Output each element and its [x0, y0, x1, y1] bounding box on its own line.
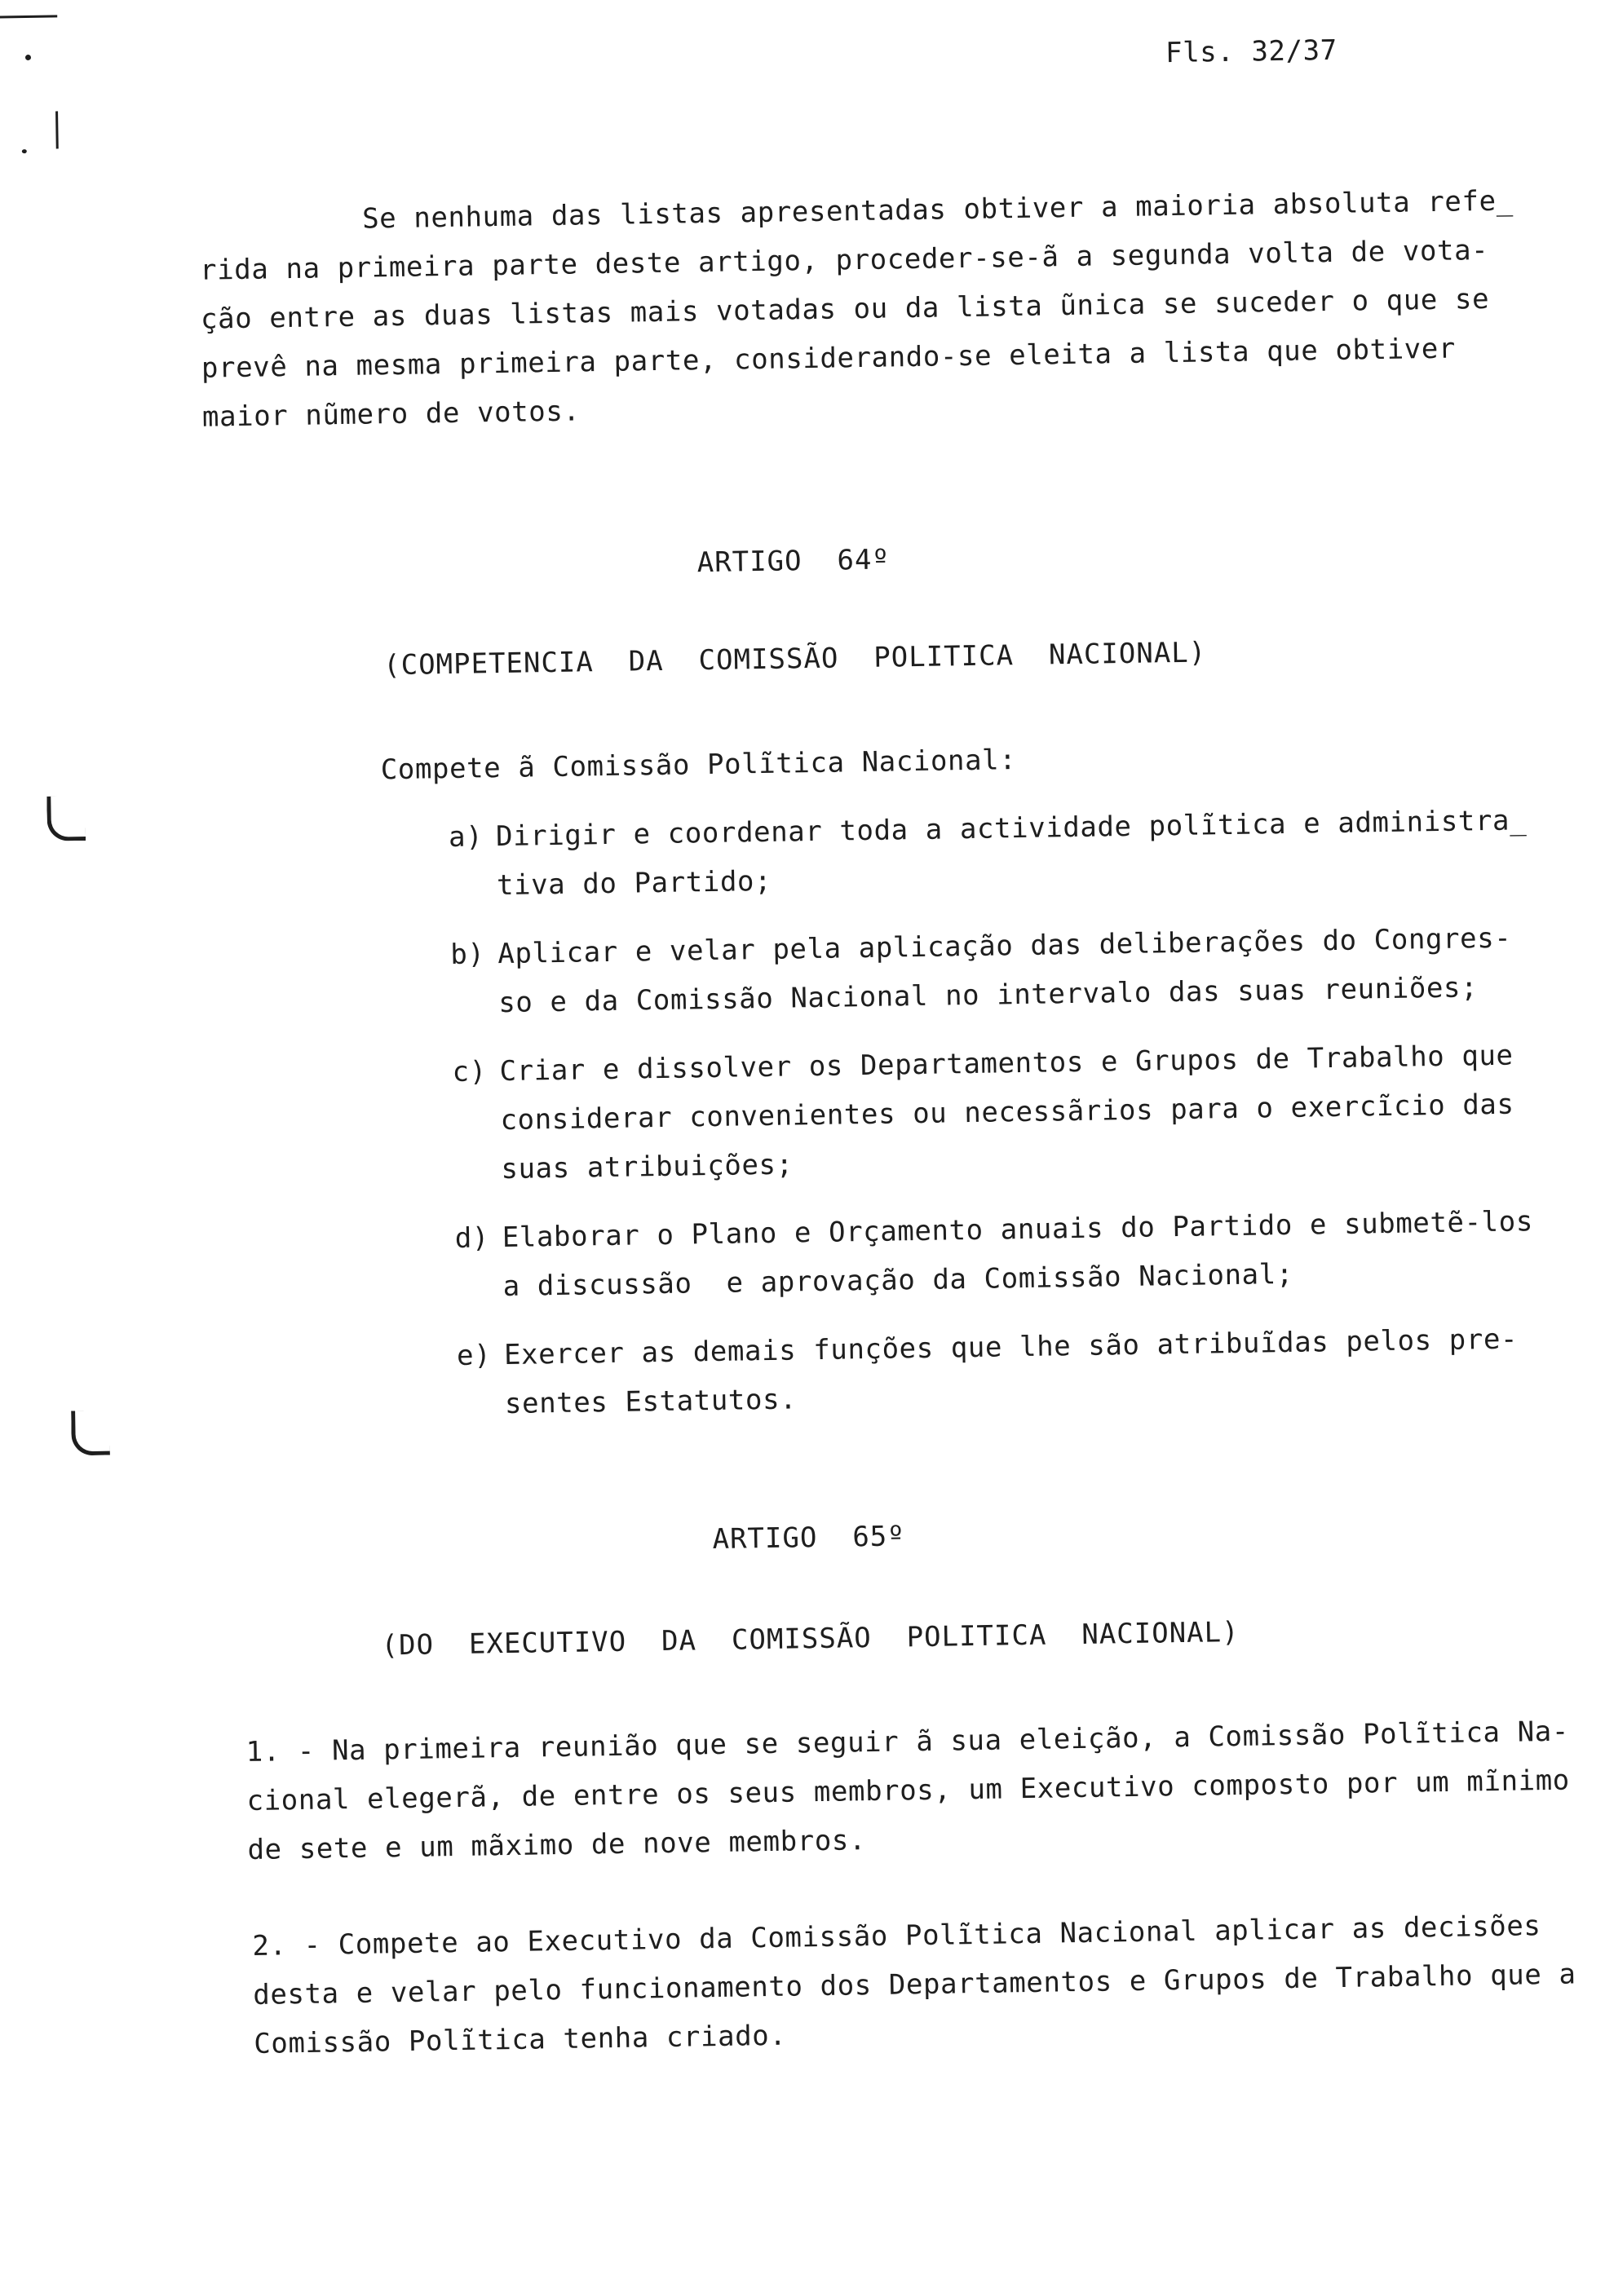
item-line: Elaborar o Plano e Orçamento anuais do Partido e submetẽ-los — [502, 1205, 1534, 1255]
item-line: Exercer as demais funções que lhe são atribuĩdas pelos pre- — [503, 1322, 1519, 1372]
item-letter: c) — [452, 1055, 488, 1088]
item-line: sentes Estatutos. — [504, 1383, 798, 1421]
scan-speck — [22, 149, 27, 153]
scan-speck — [25, 55, 31, 60]
item-line: a discussão e aprovação da Comissão Nacional; — [502, 1257, 1294, 1304]
paragraph-line: rida na primeira parte deste artigo, proceder-se-ã a segunda volta de vota- — [199, 233, 1489, 287]
item-letter: e) — [456, 1339, 492, 1372]
item-line: considerar convenientes ou necessãrios para o exercĩcio das — [500, 1088, 1514, 1137]
item-line: suas atribuições; — [501, 1148, 794, 1186]
binding-hole-mark — [46, 796, 86, 841]
paragraph-line: Comissão Polĩtica tenha criado. — [253, 2019, 787, 2060]
paragraph-line: ção entre as duas listas mais votadas ou da lista ũnica se suceder o que se — [200, 282, 1490, 336]
article-65-title: ARTIGO 65º — [712, 1520, 906, 1556]
item-line: Criar e dissolver os Departamentos e Grupos de Trabalho que — [499, 1039, 1514, 1088]
paragraph-line: 1. - Na primeira reunião que se seguir ã sua eleição, a Comissão Polĩtica Na- — [245, 1715, 1570, 1769]
item-letter: d) — [454, 1221, 490, 1255]
paragraph-line: 2. - Compete ao Executivo da Comissão Polĩtica Nacional aplicar as decisões — [252, 1910, 1541, 1963]
item-letter: a) — [448, 820, 484, 854]
article-64-lead: Compete ã Comissão Polĩtica Nacional: — [380, 744, 1017, 787]
item-line: tiva do Partido; — [496, 864, 772, 903]
paragraph-line: desta e velar pelo funcionamento dos Departamentos e Grupos de Trabalho que a — [253, 1958, 1576, 2011]
paragraph-line: prevê na mesma primeira parte, considerando-se eleita a lista que obtiver — [201, 332, 1457, 385]
paragraph-line: de sete e um mãximo de nove membros. — [247, 1824, 867, 1867]
article-64-subtitle: (COMPETENCIA DA COMISSÃO POLITICA NACIONAL) — [382, 636, 1207, 682]
item-line: Dirigir e coordenar toda a actividade polĩtica e administra_ — [495, 804, 1528, 854]
article-64-title: ARTIGO 64º — [696, 543, 891, 580]
binding-hole-mark — [71, 1411, 110, 1456]
item-line: so e da Comissão Nacional no intervalo das suas reuniões; — [497, 971, 1479, 1020]
article-65-subtitle: (DO EXECUTIVO DA COMISSÃO POLITICA NACIONAL) — [381, 1615, 1240, 1662]
scan-edge-tick — [55, 111, 59, 148]
scan-edge-line — [0, 15, 57, 18]
folio-number: Fls. 32/37 — [1165, 33, 1338, 70]
paragraph-line: maior nũmero de votos. — [201, 395, 581, 434]
item-line: Aplicar e velar pela aplicação das deliberações do Congres- — [497, 921, 1512, 971]
paragraph-line: cional elegerã, de entre os seus membros, um Executivo composto por um mĩnimo — [246, 1764, 1571, 1818]
paragraph-line: Se nenhuma das listas apresentadas obtiver a maioria absoluta refe_ — [361, 184, 1514, 236]
item-letter: b) — [450, 938, 485, 972]
